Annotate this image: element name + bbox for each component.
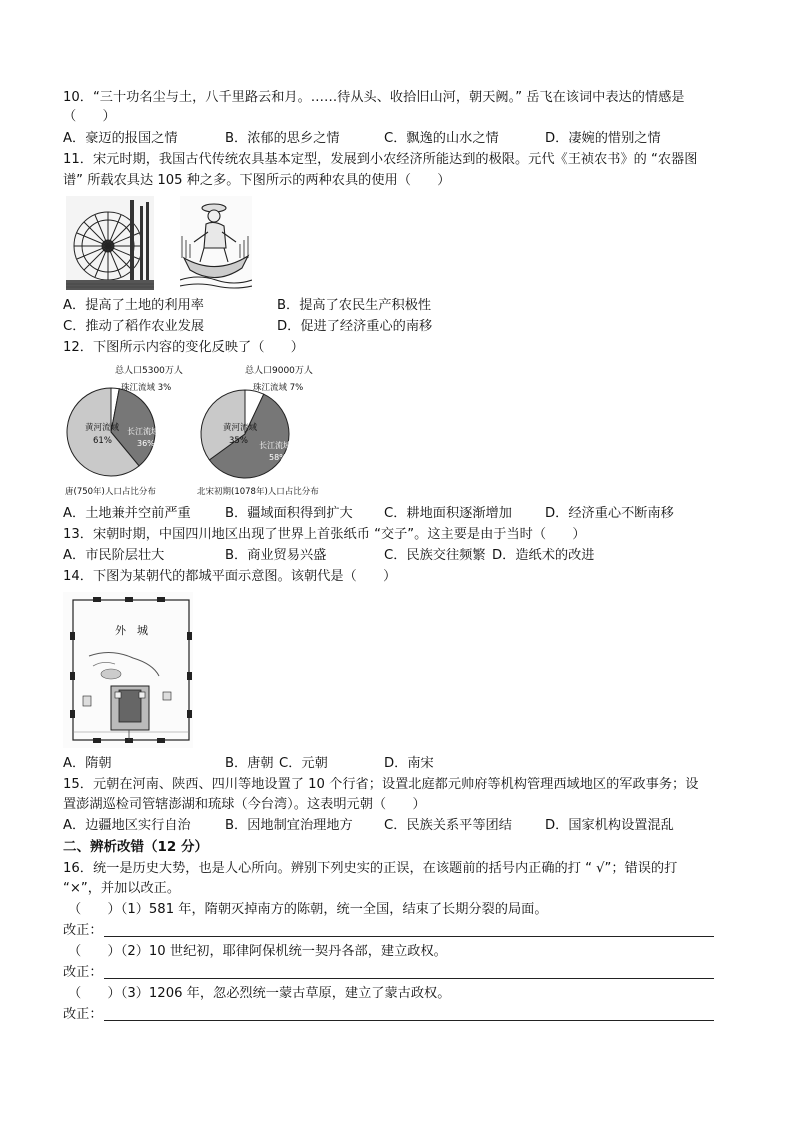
waterwheel-illustration bbox=[66, 196, 154, 290]
q15-option-c: C．民族关系平等团结 bbox=[384, 818, 512, 833]
q14-option-a: A．隋朝 bbox=[63, 756, 112, 771]
q12-option-a: A．土地兼并空前严重 bbox=[63, 506, 191, 521]
q16-correction-label-3: 改正： bbox=[63, 1007, 103, 1022]
q16-correction-label-2: 改正： bbox=[63, 965, 103, 980]
q15-option-b: B．因地制宜治理地方 bbox=[225, 818, 353, 833]
pie1-value-changjiang: 36% bbox=[137, 439, 155, 448]
q12-option-d: D．经济重心不断南移 bbox=[545, 506, 674, 521]
q12-stem: 12．下图所示内容的变化反映了（ ） bbox=[63, 340, 304, 355]
pie2-label-huanghe: 黄河流域 bbox=[223, 423, 258, 433]
q14-option-c: C．元朝 bbox=[279, 756, 328, 771]
pie-song bbox=[201, 390, 289, 478]
pie1-label-huanghe: 黄河流域 bbox=[85, 423, 120, 433]
pie2-title: 总人口9000万人 bbox=[245, 366, 313, 376]
section-heading: 二、辨析改错（12 分） bbox=[63, 839, 208, 855]
q11-option-c: C．推动了稻作农业发展 bbox=[63, 319, 205, 334]
q11-option-b: B．提高了农民生产积极性 bbox=[277, 298, 432, 313]
q15-stem-line2: 置澎湖巡检司管辖澎湖和琉球（今台湾）。这表明元朝（ ） bbox=[63, 797, 426, 812]
seedling-boat-illustration bbox=[180, 196, 252, 290]
pie1-title: 总人口5300万人 bbox=[115, 366, 183, 376]
q13-option-b: B．商业贸易兴盛 bbox=[225, 548, 327, 563]
q12-option-b: B．疆域面积得到扩大 bbox=[225, 506, 353, 521]
capital-city-plan-map bbox=[63, 592, 193, 748]
q11-stem-line2: 谱” 所载农具达 105 种之多。下图所示的两种农具的使用（ ） bbox=[63, 173, 451, 188]
pie2-label-zhujiang: 珠江流域 7% bbox=[253, 383, 304, 393]
q13-option-d: D．造纸术的改进 bbox=[492, 548, 595, 563]
q16-item-3: （ ）（3）1206 年，忽必烈统一蒙古草原，建立了蒙古政权。 bbox=[68, 986, 451, 1001]
q10-stem-line2: （ ） bbox=[63, 109, 116, 124]
q16-correction-label-1: 改正： bbox=[63, 923, 103, 938]
pie2-value-changjiang: 58% bbox=[269, 453, 287, 462]
q10-option-d: D．凄婉的惜别之情 bbox=[545, 131, 661, 146]
pie2-value-huanghe: 35% bbox=[229, 436, 248, 446]
q14-option-d: D．南宋 bbox=[384, 756, 434, 771]
pie2-caption: 北宋初期(1078年)人口占比分布 bbox=[197, 487, 319, 497]
q16-answer-line-1[interactable] bbox=[104, 936, 714, 937]
q14-option-b: B．唐朝 bbox=[225, 756, 274, 771]
pie1-label-zhujiang: 珠江流域 3% bbox=[121, 383, 172, 393]
q16-stem-line2: “×”，并加以改正。 bbox=[63, 881, 181, 896]
q15-stem-line1: 15．元朝在河南、陕西、四川等地设置了 10 个行省；设置北庭都元帅府等机构管理西域地区的军政事务；设 bbox=[63, 777, 699, 792]
q16-item-1: （ ）（1）581 年，隋朝灭掉南方的陈朝，统一全国，结束了长期分裂的局面。 bbox=[68, 902, 548, 917]
q16-answer-line-2[interactable] bbox=[104, 978, 714, 979]
q16-stem-line1: 16．统一是历史大势，也是人心所向。辨别下列史实的正误，在该题前的括号内正确的打 “ √”；错误的打 bbox=[63, 861, 678, 876]
pie1-caption: 唐(750年)人口占比分布 bbox=[65, 487, 156, 497]
q11-stem-line1: 11．宋元时期，我国古代传统农具基本定型，发展到小农经济所能达到的极限。元代《王祯农书》的 “农器图 bbox=[63, 152, 698, 167]
q10-option-b: B．浓郁的思乡之情 bbox=[225, 131, 340, 146]
q15-option-a: A．边疆地区实行自治 bbox=[63, 818, 191, 833]
pie1-label-changjiang: 长江流域 bbox=[127, 427, 159, 436]
pie1-value-huanghe: 61% bbox=[93, 436, 112, 446]
q13-option-c: C．民族交往频繁 bbox=[384, 548, 486, 563]
q10-stem-line1: 10．“三十功名尘与土，八千里路云和月。……待从头、收拾旧山河，朝天阙。” 岳飞在该词中表达的情感是 bbox=[63, 90, 685, 105]
q10-option-a: A．豪迈的报国之情 bbox=[63, 131, 178, 146]
q13-option-a: A．市民阶层壮大 bbox=[63, 548, 165, 563]
map-outer-city-label: 外 城 bbox=[115, 624, 148, 637]
q11-option-a: A．提高了土地的利用率 bbox=[63, 298, 204, 313]
q13-stem: 13．宋朝时期，中国四川地区出现了世界上首张纸币 “交子”。这主要是由于当时（ ） bbox=[63, 527, 586, 542]
q15-option-d: D．国家机构设置混乱 bbox=[545, 818, 674, 833]
q11-option-d: D．促进了经济重心的南移 bbox=[277, 319, 433, 334]
population-pie-charts bbox=[63, 360, 331, 500]
q16-answer-line-3[interactable] bbox=[104, 1020, 714, 1021]
q10-option-c: C．飘逸的山水之情 bbox=[384, 131, 499, 146]
q12-option-c: C．耕地面积逐渐增加 bbox=[384, 506, 512, 521]
pie2-label-changjiang: 长江流域 bbox=[259, 441, 291, 450]
q16-item-2: （ ）（2）10 世纪初，耶律阿保机统一契丹各部，建立政权。 bbox=[68, 944, 447, 959]
q14-stem: 14．下图为某朝代的都城平面示意图。该朝代是（ ） bbox=[63, 569, 397, 584]
